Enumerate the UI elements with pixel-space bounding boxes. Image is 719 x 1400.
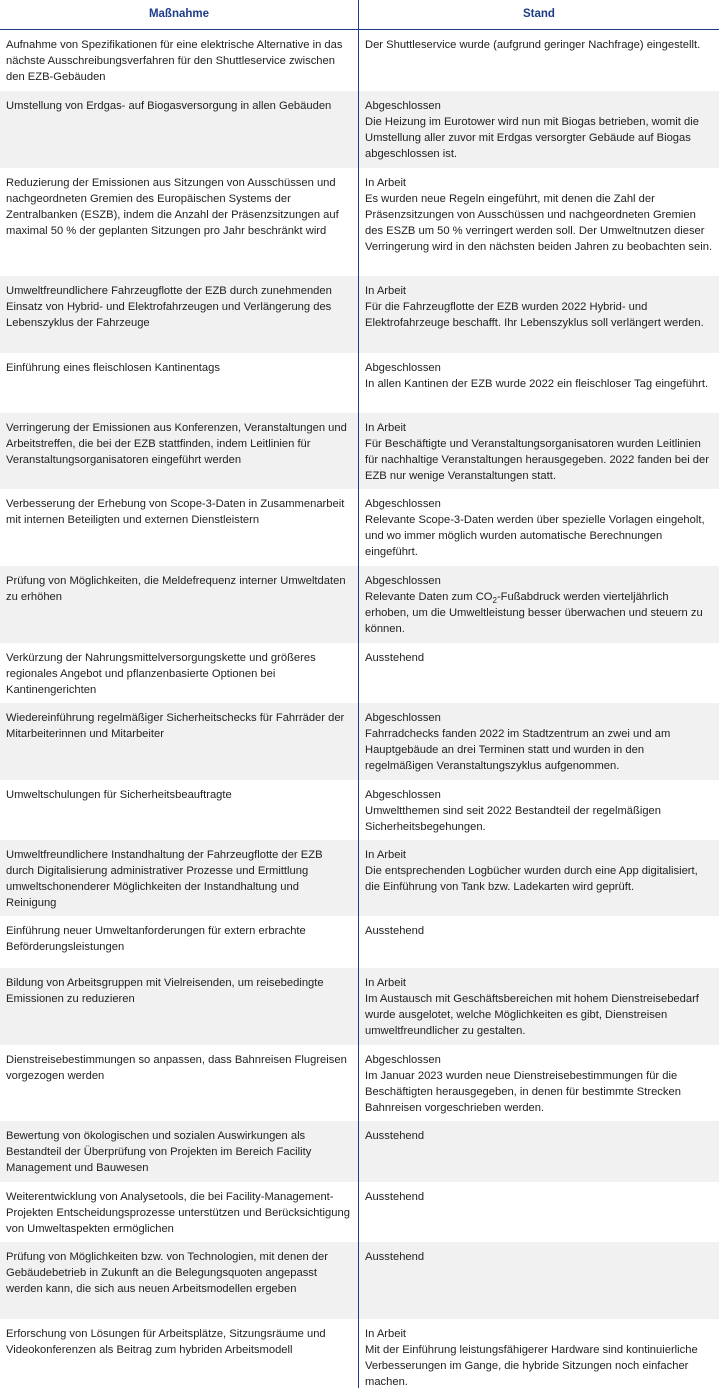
table-row [0, 1045, 719, 1121]
status-label: Abgeschlossen [365, 1054, 441, 1066]
detail-text-before: Relevante Daten zum CO [365, 591, 493, 603]
status-detail: Für Beschäftigte und Veranstaltungsorganisatoren wurden Leitlinien für nachhaltige Veranstaltungen herausgegeben. 2022 fanden bei der EZB nur wenige Veranstaltungen statt. [365, 438, 709, 482]
detail-text-after: -Fußabdruck werden vierteljährlich erhoben, um die Umweltleistung besser überwachen und steuern zu können. [365, 591, 703, 635]
table-row [0, 168, 719, 276]
status-label: Ausstehend [365, 925, 425, 937]
status-cell [359, 91, 719, 168]
table-row [0, 643, 719, 703]
measure-cell: Umstellung von Erdgas- auf Biogasversorgung in allen Gebäuden [0, 91, 359, 168]
header-measure: Maßnahme [0, 0, 359, 29]
status-cell [359, 489, 719, 566]
status-cell [359, 30, 719, 91]
table-row [0, 489, 719, 566]
status-cell [359, 968, 719, 1045]
status-cell [359, 703, 719, 780]
measure-cell: Weiterentwicklung von Analysetools, die bei Facility-Management-Projekten Entscheidungsprozesse unterstützen und Berücksichtigung von Umweltaspekten ermöglichen [0, 1182, 359, 1242]
status-label: Abgeschlossen [365, 712, 441, 724]
status-detail: Es wurden neue Regeln eingeführt, mit denen die Zahl der Präsenzsitzungen von Ausschüssen und nachgeordneten Gremien des ESZB um 50 % verringert werden soll. Der Umweltnutzen dieser Verringerung wird in den nächsten beiden Jahren zu beobachten sein. [365, 193, 713, 253]
status-detail: Die entsprechenden Logbücher wurden durch eine App digitalisiert, die Einführung von Tank bzw. Ladekarten wird geprüft. [365, 865, 698, 893]
table-row [0, 30, 719, 91]
status-cell [359, 1121, 719, 1182]
status-cell [359, 780, 719, 840]
status-label: In Arbeit [365, 285, 407, 297]
measure-cell: Bewertung von ökologischen und sozialen Auswirkungen als Bestandteil der Überprüfung von Projekten im Bereich Facility Management und Bauwesen [0, 1121, 359, 1182]
measure-cell: Prüfung von Möglichkeiten bzw. von Technologien, mit denen der Gebäudebetrieb in Zukunft an die Belegungsquoten angepasst werden kann, die sich aus neuen Arbeitsmodellen ergeben [0, 1242, 359, 1319]
status-cell [359, 566, 719, 643]
header-status: Stand [523, 8, 555, 20]
status-cell [359, 840, 719, 916]
status-detail: Im Austausch mit Geschäftsbereichen mit hohem Dienstreisebedarf wurde ausgelotet, welche Möglichkeiten es gibt, Dienstreisen umweltfreundlicher zu gestalten. [365, 993, 699, 1037]
table-row [0, 780, 719, 840]
table-row [0, 1182, 719, 1242]
status-label: Abgeschlossen [365, 100, 441, 112]
measure-cell: Erforschung von Lösungen für Arbeitsplätze, Sitzungsräume und Videokonferenzen als Beitrag zum hybriden Arbeitsmodell [0, 1319, 359, 1388]
measure-cell: Verringerung der Emissionen aus Konferenzen, Veranstaltungen und Arbeitstreffen, die bei der EZB stattfinden, indem Leitlinien für Veranstaltungsorganisatoren eingeführt werden [0, 413, 359, 489]
status-cell [359, 1242, 719, 1319]
status-detail: Die Heizung im Eurotower wird nun mit Biogas betrieben, womit die Umstellung aller zuvor mit Erdgas versorgter Gebäude auf Biogas abgeschlossen ist. [365, 116, 699, 160]
measure-cell: Umweltfreundlichere Instandhaltung der Fahrzeugflotte der EZB durch Digitalisierung administrativer Prozesse und Ermittlung umweltschonenderer Möglichkeiten der Instandhaltung und Reinigung [0, 840, 359, 916]
table-row [0, 916, 719, 968]
status-detail: Umweltthemen sind seit 2022 Bestandteil der regelmäßigen Sicherheitsbegehungen. [365, 805, 662, 833]
measure-cell: Reduzierung der Emissionen aus Sitzungen von Ausschüssen und nachgeordneten Gremien des Europäischen Systems der Zentralbanken (ESZB), indem die Anzahl der Präsenzsitzungen auf maximal 50 % der geplanten Sitzungen pro Jahr beschränkt wird [0, 168, 359, 276]
measure-cell: Einführung eines fleischlosen Kantinentags [0, 353, 359, 413]
measure-cell: Verbesserung der Erhebung von Scope-3-Daten in Zusammenarbeit mit internen Beteiligten und externen Dienstleistern [0, 489, 359, 566]
measure-cell: Wiedereinführung regelmäßiger Sicherheitschecks für Fahrräder der Mitarbeiterinnen und Mitarbeiter [0, 703, 359, 780]
status-label: Abgeschlossen [365, 498, 441, 510]
status-cell [359, 643, 719, 703]
status-cell [359, 1182, 719, 1242]
status-detail: Der Shuttleservice wurde (aufgrund geringer Nachfrage) eingestellt. [365, 39, 701, 51]
status-detail: Mit der Einführung leistungsfähigerer Hardware sind kontinuierliche Verbesserungen im Gange, die hybride Sitzungen noch einfacher machen. [365, 1344, 698, 1388]
status-detail: Relevante Scope-3-Daten werden über spezielle Vorlagen eingeholt, und wo immer möglich wurden automatische Berechnungen eingeführt. [365, 514, 705, 558]
status-cell [359, 276, 719, 353]
measure-cell: Dienstreisebestimmungen so anpassen, dass Bahnreisen Flugreisen vorgezogen werden [0, 1045, 359, 1121]
status-label: In Arbeit [365, 977, 407, 989]
status-label: Abgeschlossen [365, 575, 441, 587]
status-cell [359, 916, 719, 968]
measure-cell: Einführung neuer Umweltanforderungen für extern erbrachte Beförderungsleistungen [0, 916, 359, 968]
measure-cell: Bildung von Arbeitsgruppen mit Vielreisenden, um reisebedingte Emissionen zu reduzieren [0, 968, 359, 1045]
status-cell [359, 353, 719, 413]
table-header [0, 0, 719, 30]
table-row [0, 91, 719, 168]
table-row [0, 968, 719, 1045]
status-cell [359, 413, 719, 489]
table-row [0, 566, 719, 643]
status-label: Ausstehend [365, 652, 425, 664]
table-row [0, 1242, 719, 1319]
status-label: In Arbeit [365, 177, 407, 189]
table-row [0, 840, 719, 916]
status-label: In Arbeit [365, 1328, 407, 1340]
status-detail: Für die Fahrzeugflotte der EZB wurden 2022 Hybrid- und Elektrofahrzeuge beschafft. Ihr Lebenszyklus soll verlängert werden. [365, 301, 704, 329]
table-row [0, 703, 719, 780]
status-cell [359, 1045, 719, 1121]
status-cell [359, 168, 719, 276]
measure-cell: Umweltschulungen für Sicherheitsbeauftragte [0, 780, 359, 840]
measure-cell: Prüfung von Möglichkeiten, die Meldefrequenz interner Umweltdaten zu erhöhen [0, 566, 359, 643]
table-row [0, 353, 719, 413]
measure-cell: Aufnahme von Spezifikationen für eine elektrische Alternative in das nächste Ausschreibungsverfahren für den Shuttleservice zwischen den EZB-Gebäuden [0, 30, 359, 91]
status-detail: In allen Kantinen der EZB wurde 2022 ein fleischloser Tag eingeführt. [365, 378, 709, 390]
table-row [0, 276, 719, 353]
status-label: Ausstehend [365, 1130, 425, 1142]
status-label: Abgeschlossen [365, 789, 441, 801]
measure-cell: Umweltfreundlichere Fahrzeugflotte der EZB durch zunehmenden Einsatz von Hybrid- und Elektrofahrzeugen und Verlängerung des Lebenszyklus der Fahrzeuge [0, 276, 359, 353]
status-label: In Arbeit [365, 849, 407, 861]
status-detail: Im Januar 2023 wurden neue Dienstreisebestimmungen für die Beschäftigten herausgegeben, in denen für bestimmte Strecken Bahnreisen vorgeschrieben werden. [365, 1070, 681, 1114]
table-row [0, 413, 719, 489]
measure-cell: Verkürzung der Nahrungsmittelversorgungskette und größeres regionales Angebot und pflanzenbasierte Optionen bei Kantinengerichten [0, 643, 359, 703]
status-label: Ausstehend [365, 1251, 425, 1263]
status-label: Ausstehend [365, 1191, 425, 1203]
detail-subscript: 2 [492, 596, 497, 606]
status-detail [365, 589, 713, 637]
status-detail: Fahrradchecks fanden 2022 im Stadtzentrum an zwei und am Hauptgebäude an drei Terminen statt und wurden in den regelmäßigen Veranstaltungszyklus aufgenommen. [365, 728, 671, 772]
status-cell [359, 1319, 719, 1388]
table-row [0, 1121, 719, 1182]
status-label: In Arbeit [365, 422, 407, 434]
table-row [0, 1319, 719, 1388]
status-label: Abgeschlossen [365, 362, 441, 374]
